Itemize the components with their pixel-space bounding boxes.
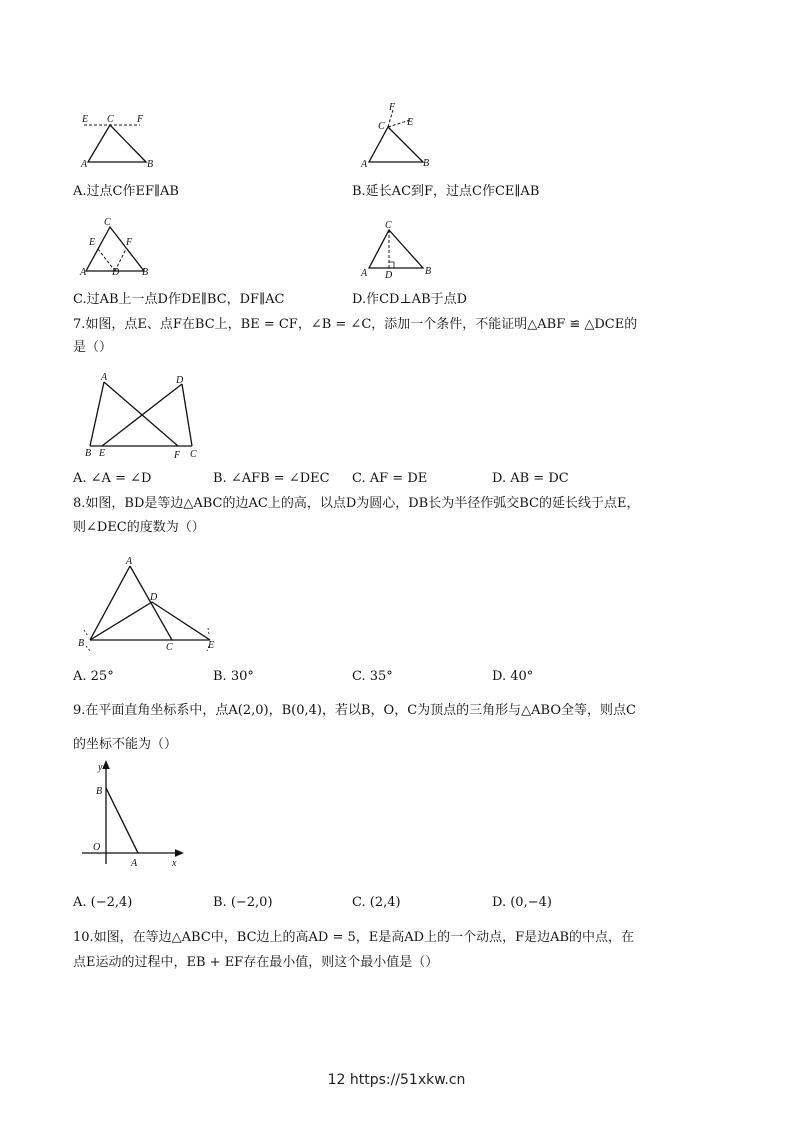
q7-stem-line2: 是（） <box>73 340 113 355</box>
svg-text:D: D <box>176 375 184 386</box>
svg-text:C: C <box>104 217 111 228</box>
svg-text:F: F <box>389 102 396 113</box>
q9-stem-line2: 的坐标不能为（） <box>73 737 178 752</box>
q6-figure-b <box>357 100 437 170</box>
svg-text:C: C <box>385 220 392 231</box>
q6-option-d: D.作CD⊥AB于点D <box>352 292 468 307</box>
q9-option-c: C. (2,4) <box>352 895 401 910</box>
q8-option-a: A. 25° <box>73 669 114 684</box>
svg-text:B: B <box>147 159 154 170</box>
q7-figure <box>82 368 202 464</box>
svg-text:F: F <box>126 237 133 248</box>
svg-text:A: A <box>126 556 133 567</box>
svg-text:D: D <box>385 270 393 281</box>
svg-text:C: C <box>107 114 114 125</box>
q7-option-b: B. ∠AFB = ∠DEC <box>213 471 330 486</box>
svg-text:A: A <box>361 268 368 279</box>
svg-text:A: A <box>80 267 87 278</box>
q6-option-c: C.过AB上一点D作DE∥BC，DF∥AC <box>73 292 285 307</box>
q8-option-d: D. 40° <box>492 669 534 684</box>
q6-option-b: B.延长AC到F，过点C作CE∥AB <box>352 184 540 199</box>
q9-option-a: A. (−2,4) <box>73 895 133 910</box>
svg-text:O: O <box>93 842 101 853</box>
q8-stem-line2: 则∠DEC的度数为（） <box>73 520 205 535</box>
q8-option-b: B. 30° <box>213 669 254 684</box>
svg-text:y: y <box>98 762 103 773</box>
q10-stem-line1: 10.如图，在等边△ABC中，BC边上的高AD = 5，E是高AD上的一个动点，F是边AB的中点，在 <box>73 930 635 945</box>
q7-option-d: D. AB = DC <box>492 471 569 486</box>
q6-figure-d <box>357 218 437 280</box>
svg-text:E: E <box>99 448 106 459</box>
svg-text:B: B <box>423 158 430 169</box>
svg-text:D: D <box>112 267 120 278</box>
svg-text:D: D <box>150 592 158 603</box>
svg-text:A: A <box>101 372 108 383</box>
svg-text:B: B <box>85 448 92 459</box>
page-footer: 12 https://51xkw.cn <box>327 1072 466 1088</box>
q7-option-c: C. AF = DE <box>352 471 428 486</box>
q6-option-a: A.过点C作EF∥AB <box>73 184 179 199</box>
q6-figure-a <box>78 112 158 172</box>
svg-text:E: E <box>89 237 96 248</box>
svg-text:B: B <box>142 267 149 278</box>
svg-text:F: F <box>174 450 181 461</box>
q8-figure <box>76 552 222 658</box>
svg-text:F: F <box>137 114 144 125</box>
svg-text:x: x <box>172 858 177 869</box>
q7-option-a: A. ∠A = ∠D <box>73 471 152 486</box>
q9-option-d: D. (0,−4) <box>492 895 552 910</box>
svg-text:A: A <box>361 159 368 170</box>
svg-text:E: E <box>82 114 89 125</box>
svg-text:B: B <box>425 266 432 277</box>
q9-figure <box>78 758 188 870</box>
svg-text:B: B <box>96 786 103 797</box>
svg-text:A: A <box>131 858 138 869</box>
svg-text:E: E <box>407 117 414 128</box>
q8-option-c: C. 35° <box>352 669 393 684</box>
svg-text:C: C <box>166 642 173 653</box>
svg-text:C: C <box>190 449 197 460</box>
q8-stem-line1: 8.如图，BD是等边△ABC的边AC上的高，以点D为圆心，DB长为半径作弧交BC的延长线于点E， <box>73 496 640 511</box>
q6-figure-c <box>78 215 158 279</box>
svg-text:B: B <box>78 638 85 649</box>
svg-text:C: C <box>378 121 385 132</box>
q9-stem-line1: 9.在平面直角坐标系中，点A(2,0)，B(0,4)，若以B，O，C为顶点的三角形与△ABO全等，则点C <box>73 703 636 718</box>
q9-option-b: B. (−2,0) <box>213 895 273 910</box>
q10-stem-line2: 点E运动的过程中，EB + EF存在最小值，则这个最小值是（） <box>73 955 439 970</box>
svg-text:A: A <box>81 159 88 170</box>
svg-text:E: E <box>208 640 215 651</box>
q7-stem-line1: 7.如图，点E、点F在BC上，BE = CF，∠B = ∠C，添加一个条件，不能证明△ABF ≌ △DCE的 <box>73 317 638 332</box>
